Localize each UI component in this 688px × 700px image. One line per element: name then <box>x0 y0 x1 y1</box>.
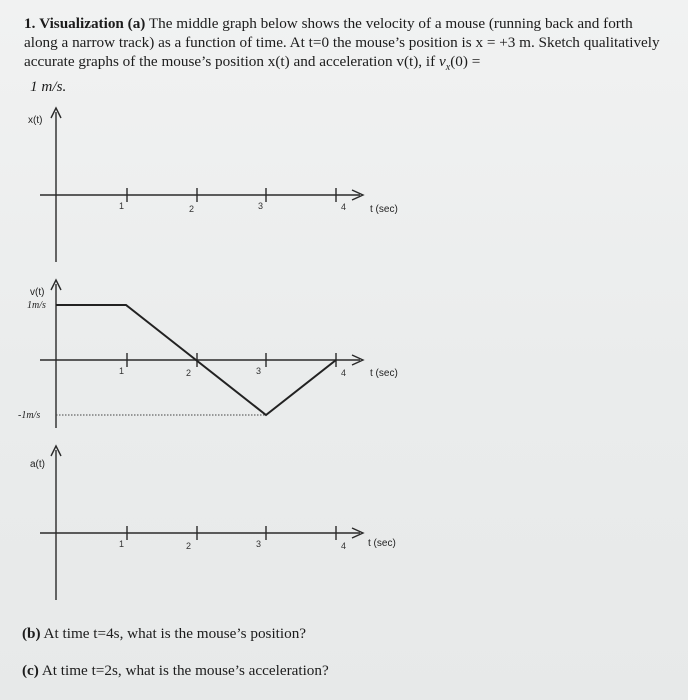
x-graph-y-label: x(t) <box>28 115 43 126</box>
v-graph-max-label: 1m/s <box>27 300 46 311</box>
x-graph-tick-label-4: 4 <box>341 202 347 212</box>
position-graph <box>28 108 398 262</box>
a-graph-y-label: a(t) <box>30 459 45 470</box>
velocity-graph <box>18 280 398 428</box>
v-graph-tick-label-3: 3 <box>256 366 262 376</box>
acceleration-graph <box>30 446 396 600</box>
velocity-subscript: x <box>445 62 451 74</box>
x-graph-tick-label-1: 1 <box>119 201 125 211</box>
question-c-tag: (c) <box>22 662 39 679</box>
question-b-text: At time t=4s, what is the mouse’s position? <box>40 625 307 642</box>
v-graph-min-label: -1m/s <box>18 410 41 421</box>
question-b-tag: (b) <box>22 625 41 642</box>
a-graph-tick-label-4: 4 <box>341 541 347 551</box>
v-graph-tick-label-4: 4 <box>341 368 347 378</box>
problem-title: Visualization <box>39 15 124 32</box>
v-graph-t-label: t (sec) <box>370 368 398 379</box>
question-c <box>22 662 329 680</box>
question-c-text: At time t=2s, what is the mouse’s acceleration? <box>38 662 329 679</box>
problem-part-label: (a) <box>127 15 146 32</box>
v-graph-tick-label-1: 1 <box>119 366 125 376</box>
v-graph-tick-label-2: 2 <box>186 368 192 378</box>
problem-body-text: The middle graph below shows the velocity of a mouse (running back and forth along a narrow track) as a function of time. At t=0 the mouse’s position is x = +3 m. Sketch qualitatively accurate graphs of the mouse’s position x(t) and acceleration v(t), if <box>24 15 660 70</box>
velocity-symbol: v <box>438 53 446 70</box>
a-graph-tick-label-2: 2 <box>186 541 192 551</box>
x-graph-tick-label-3: 3 <box>258 201 264 211</box>
problem-number: 1. <box>24 15 36 32</box>
v-graph-y-label: v(t) <box>30 287 45 298</box>
initial-velocity-value: 1 m/s. <box>30 78 67 96</box>
a-graph-tick-label-1: 1 <box>119 539 125 549</box>
x-graph-tick-label-2: 2 <box>189 204 195 214</box>
x-graph-t-label: t (sec) <box>370 204 398 215</box>
a-graph-tick-label-3: 3 <box>256 539 262 549</box>
a-graph-t-label: t (sec) <box>368 538 396 549</box>
initial-condition: (0) = <box>450 53 481 70</box>
question-b <box>22 625 306 643</box>
